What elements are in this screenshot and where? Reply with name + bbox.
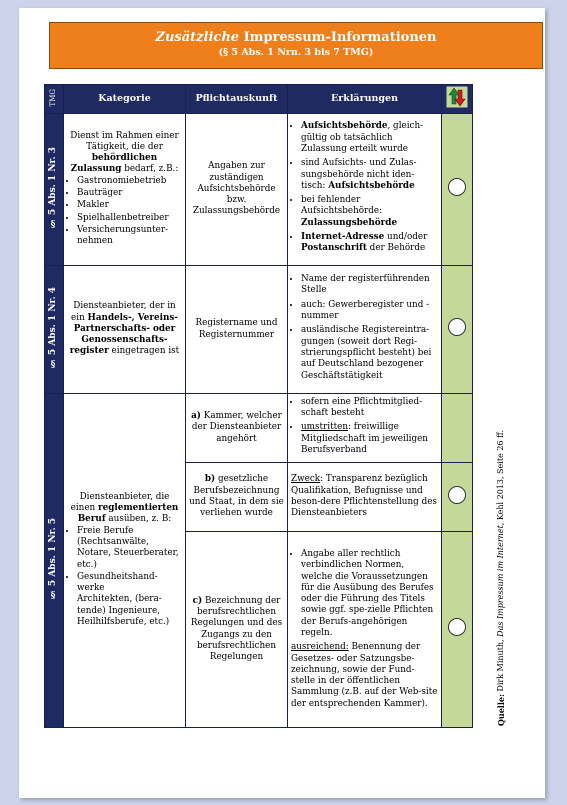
erklaerung-cell [288,394,442,463]
erklaerung-cell [288,266,442,394]
erklaerung-cell: • Angabe aller rechtlich verbindlichen Normen, welche die Voraussetzungen für die Ausübung des Berufes oder die Führung des Titels sowie ggf. spe-zielle Pflichten der Berufs-angehörigen regeln. ausreichend: Benennung der Gesetzes- oder Satzungsbe-zeichnung, sowie der Fund-stelle in der öffentlichen Sammlung (z.B. auf der Web-site der entsprechenden Kammer). [288,532,442,728]
status-cell[interactable] [442,463,473,532]
list-item: • ausländische Registereintra-gungen (soweit dort Regi-strierungspflicht besteht) bei auf Deutschland bezogener Geschäftstätigkeit [301,325,438,381]
list-item: • Bauträger [77,188,182,199]
erklaerung-cell: Zweck: Transparenz bezüglich Qualifikation, Befugnisse und beson-dere Pflichtenstellung des Diensteanbieters [288,463,442,532]
title-rest: Impressum-Informationen [239,30,437,45]
list-item: • bei fehlender Aufsichtsbehörde: Zulassungsbehörde [301,195,438,229]
table-row [45,266,473,394]
row-label: § 5 Abs. 1 Nr. 3 [45,114,64,266]
list-item: • Angabe aller rechtlich verbindlichen Normen, welche die Voraussetzungen für die Ausübung des Berufes oder die Führung des Titels sowie ggf. spe-zielle Pflichten der Berufs-angehörigen regeln. [301,549,438,639]
list-item: • sind Aufsichts- und Zulas-sungsbehörde nicht iden-tisch: Aufsichtsbehörde [301,158,438,192]
status-circle-icon[interactable] [448,318,466,336]
header-kategorie: Kategorie [64,85,186,114]
header-pflichtauskunft: Pflichtauskunft [186,85,288,114]
status-circle-icon[interactable] [448,486,466,504]
source-note: Quelle: Dirk Minuth, Das Impressum im Internet, Kehl 2013, Seite 26 ff. [496,430,506,727]
pflicht-cell: a) Kammer, welcher der Diensteanbieter angehört [186,394,288,463]
list-item: • Aufsichtsbehörde, gleich-gültig ob tatsächlich Zulassung erteilt wurde [301,121,438,155]
status-circle-icon[interactable] [448,178,466,196]
status-cell[interactable] [442,114,473,266]
status-cell[interactable] [442,266,473,394]
kategorie-cell: Dienst im Rahmen einer Tätigkeit, die der behördlichen Zulassung bedarf, z.B.: • Gastronomiebetrieb • Bauträger • Makler • Spielhallenbetreiber • Versicherungsunter-nehmen [64,114,186,266]
pflicht-cell: b) gesetzliche Berufsbezeichnung und Staat, in dem sie verliehen wurde [186,463,288,532]
status-cell [442,394,473,463]
header-erklaerungen: Erklärungen [288,85,442,114]
list-item: • Spielhallenbetreiber [77,213,182,224]
sort-arrows-icon[interactable] [446,86,468,108]
page-title [49,22,543,69]
impressum-table [44,84,473,728]
pflicht-cell: Angaben zur zuständigen Aufsichtsbehörde bzw. Zulassungsbehörde [186,114,288,266]
list-item: • Internet-Adresse und/oder Postanschrift der Behörde [301,232,438,255]
list-item: • Versicherungsunter-nehmen [77,225,182,248]
table-row [45,114,473,266]
list-item: • auch: Gewerberegister und -nummer [301,300,438,323]
header-tmg: TMG [45,85,64,114]
pflicht-cell: c) Bezeichnung der berufsrechtlichen Regelungen und des Zugangs zu den berufsrechtlichen Regelungen [186,532,288,728]
list-item: • umstritten: freiwillige Mitgliedschaft im jeweiligen Berufsverband [301,422,438,456]
kategorie-cell: Diensteanbieter, die einen reglementierten Beruf ausüben, z. B: • Freie Berufe (Rechtsanwälte, Notare, Steuerberater, etc.) • Gesundheitshand-werke Architekten, (bera-tende) Ingenieure, Heilhilfsberufe, etc.) [64,394,186,728]
list-item: • Gesundheitshand-werke Architekten, (bera-tende) Ingenieure, Heilhilfsberufe, etc.) [77,572,182,628]
list-item: • sofern eine Pflichtmitglied-schaft besteht [301,397,438,420]
status-cell[interactable] [442,532,473,728]
erklaerung-cell [288,114,442,266]
list-item: • Makler [77,200,182,211]
title-subtitle: (§ 5 Abs. 1 Nrn. 3 bis 7 TMG) [218,47,374,58]
kategorie-cell: Diensteanbieter, der in ein Handels-, Vereins-Partnerschafts- oder Genossenschafts-register eingetragen ist [64,266,186,394]
status-circle-icon[interactable] [448,618,466,636]
row-label: § 5 Abs. 1 Nr. 5 [45,394,64,728]
row-label: § 5 Abs. 1 Nr. 4 [45,266,64,394]
list-item: • Name der registerführenden Stelle [301,274,438,297]
title-italic: Zusätzliche [155,30,240,45]
list-item: • Gastronomiebetrieb [77,176,182,187]
table-row [45,394,473,463]
sort-cell[interactable] [442,85,473,114]
pflicht-cell: Registername und Registernummer [186,266,288,394]
table-header-row [45,85,473,114]
list-item: • Freie Berufe (Rechtsanwälte, Notare, Steuerberater, etc.) [77,526,182,571]
